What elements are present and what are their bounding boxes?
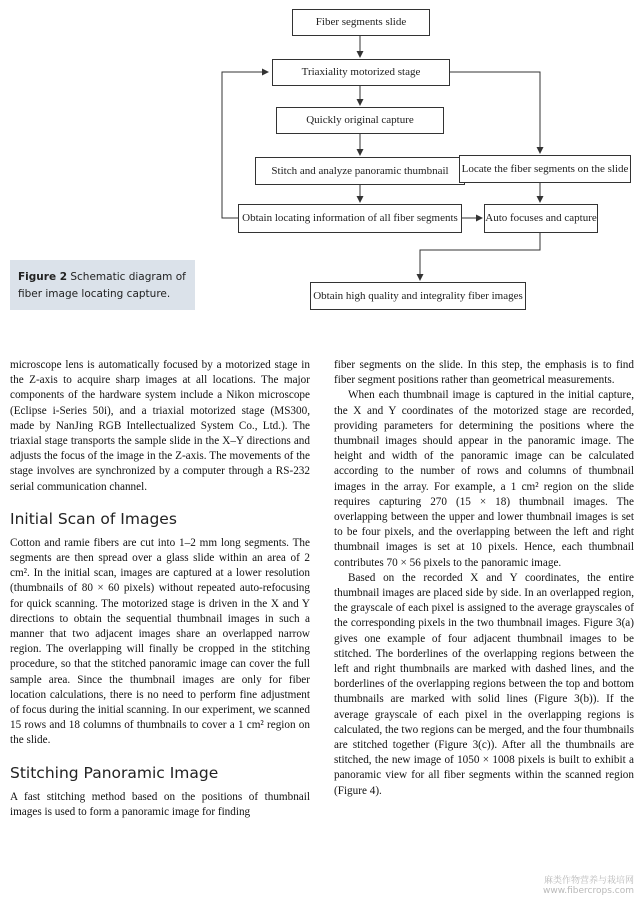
arrow-loop-back [222, 72, 268, 218]
arrow-stage-to-locate [450, 72, 540, 153]
paragraph-stitching: A fast stitching method based on the positions of thumbnail images is used to form a panoramic image for finding [10, 790, 310, 818]
figure-caption-label: Figure 2 [18, 271, 68, 283]
flowchart-figure [0, 0, 640, 320]
node-locate-fiber: Locate the fiber segments on the slide [459, 155, 631, 183]
paragraph-right-0: fiber segments on the slide. In this step, the emphasis is to find fiber segment positions rather than geometrical measurements. [334, 359, 634, 387]
node-obtain-locating-info: Obtain locating information of all fiber segments [238, 204, 462, 233]
arrow-focus-to-final [420, 233, 540, 280]
heading-initial-scan: Initial Scan of Images [10, 509, 177, 528]
figure-caption [10, 260, 195, 310]
watermark-line-2: www.fibercrops.com [543, 886, 634, 896]
figure-caption-text: Schematic diagram of fiber image locating capture. [18, 271, 186, 300]
node-fiber-segments-slide: Fiber segments slide [292, 9, 430, 36]
heading-stitching: Stitching Panoramic Image [10, 763, 219, 782]
watermark-line-1: 麻类作物营养与栽培网 [543, 876, 634, 886]
paragraph-intro: microscope lens is automatically focused by a motorized stage in the Z-axis to acquire sharp images at all locations. The major components of the hardware system include a Nikon microscope (Eclipse i-Series 50i), and a triaxial motorized stage (MS300, made by NanJing RGB Intellectualized System Co., Ltd.). The triaxial stage transports the sample slide in the X–Y directions and adjusts the focus of the image in the Z-axis. The movements of the stage involves are synchronized by a computer through a RS-232 serial communication channel. [10, 359, 310, 493]
paragraph-initial-scan: Cotton and ramie fibers are cut into 1–2 mm long segments. The segments are then spread over a glass slide within an area of 2 cm². In the initial scan, images are captured at a lower resolution (thumbnails of 80 × 60 pixels) without repeated auto-refocusing for quick scanning. The motorized stage is driven in the X and Y directions to obtain the sequential thumbnail images in such a manner that two adjacent images share an overlapped narrow region. The overlapping will finally be cropped in the stitching procedure, so that the stitched panoramic image can cover the full sample area. Since the thumbnail images are only for fiber location calculations, there is no need to perform fine adjustment of focus during the initial scanning. In our experiment, we scanned 15 rows and 18 columns of thumbnails to cover a 1 cm² region on the slide. [10, 536, 310, 747]
node-auto-focus: Auto focuses and capture [484, 204, 598, 233]
watermark [543, 876, 634, 896]
node-high-quality-images: Obtain high quality and integrality fiber images [310, 282, 526, 310]
node-stitch-analyze: Stitch and analyze panoramic thumbnail [255, 157, 465, 185]
paragraph-right-1: When each thumbnail image is captured in the initial capture, the X and Y coordinates of the motorized stage are recorded, providing parameters for determining the positions where the thumbnail images should appear in the panoramic image. The height and width of the panoramic image can be calculated according to the number of rows and columns of thumbnail images in the array. For example, a 1 cm² region on the slide requires capturing 270 (15 × 18) thumbnail images. The overlapping between the upper and lower thumbnail images is set to be four pixels, and the overlapping between the left and right thumbnail images is set at 10 pixels. Hence, each thumbnail contributes 70 × 56 pixels to the panoramic image. [334, 389, 634, 569]
left-column [10, 358, 310, 820]
node-triaxial-stage: Triaxiality motorized stage [272, 59, 450, 86]
right-column [334, 358, 634, 799]
paragraph-right-2: Based on the recorded X and Y coordinates, the entire thumbnail images are placed side by side. In an overlapped region, the grayscale of each pixel is assigned to the average grayscales of the corresponding pixels in the two thumbnail images. Figure 3(a) gives one example of four adjacent thumbnail images to be stitched. The borderlines of the overlapping regions between the left and right thumbnails are marked with dashed lines, and the borderlines of the overlapping regions between the top and bottom thumbnails are marked with solid lines (Figure 3(b)). If the average grayscale of each pixel in the overlapping regions is calculated, the two regions can be merged, and the four thumbnails are stitched together (Figure 3(c)). After all the thumbnails are stitched, the new image of 1050 × 1008 pixels is built to exhibit a panoramic view for all fiber segments within the scanned region (Figure 4). [334, 571, 634, 797]
node-quick-capture: Quickly original capture [276, 107, 444, 134]
